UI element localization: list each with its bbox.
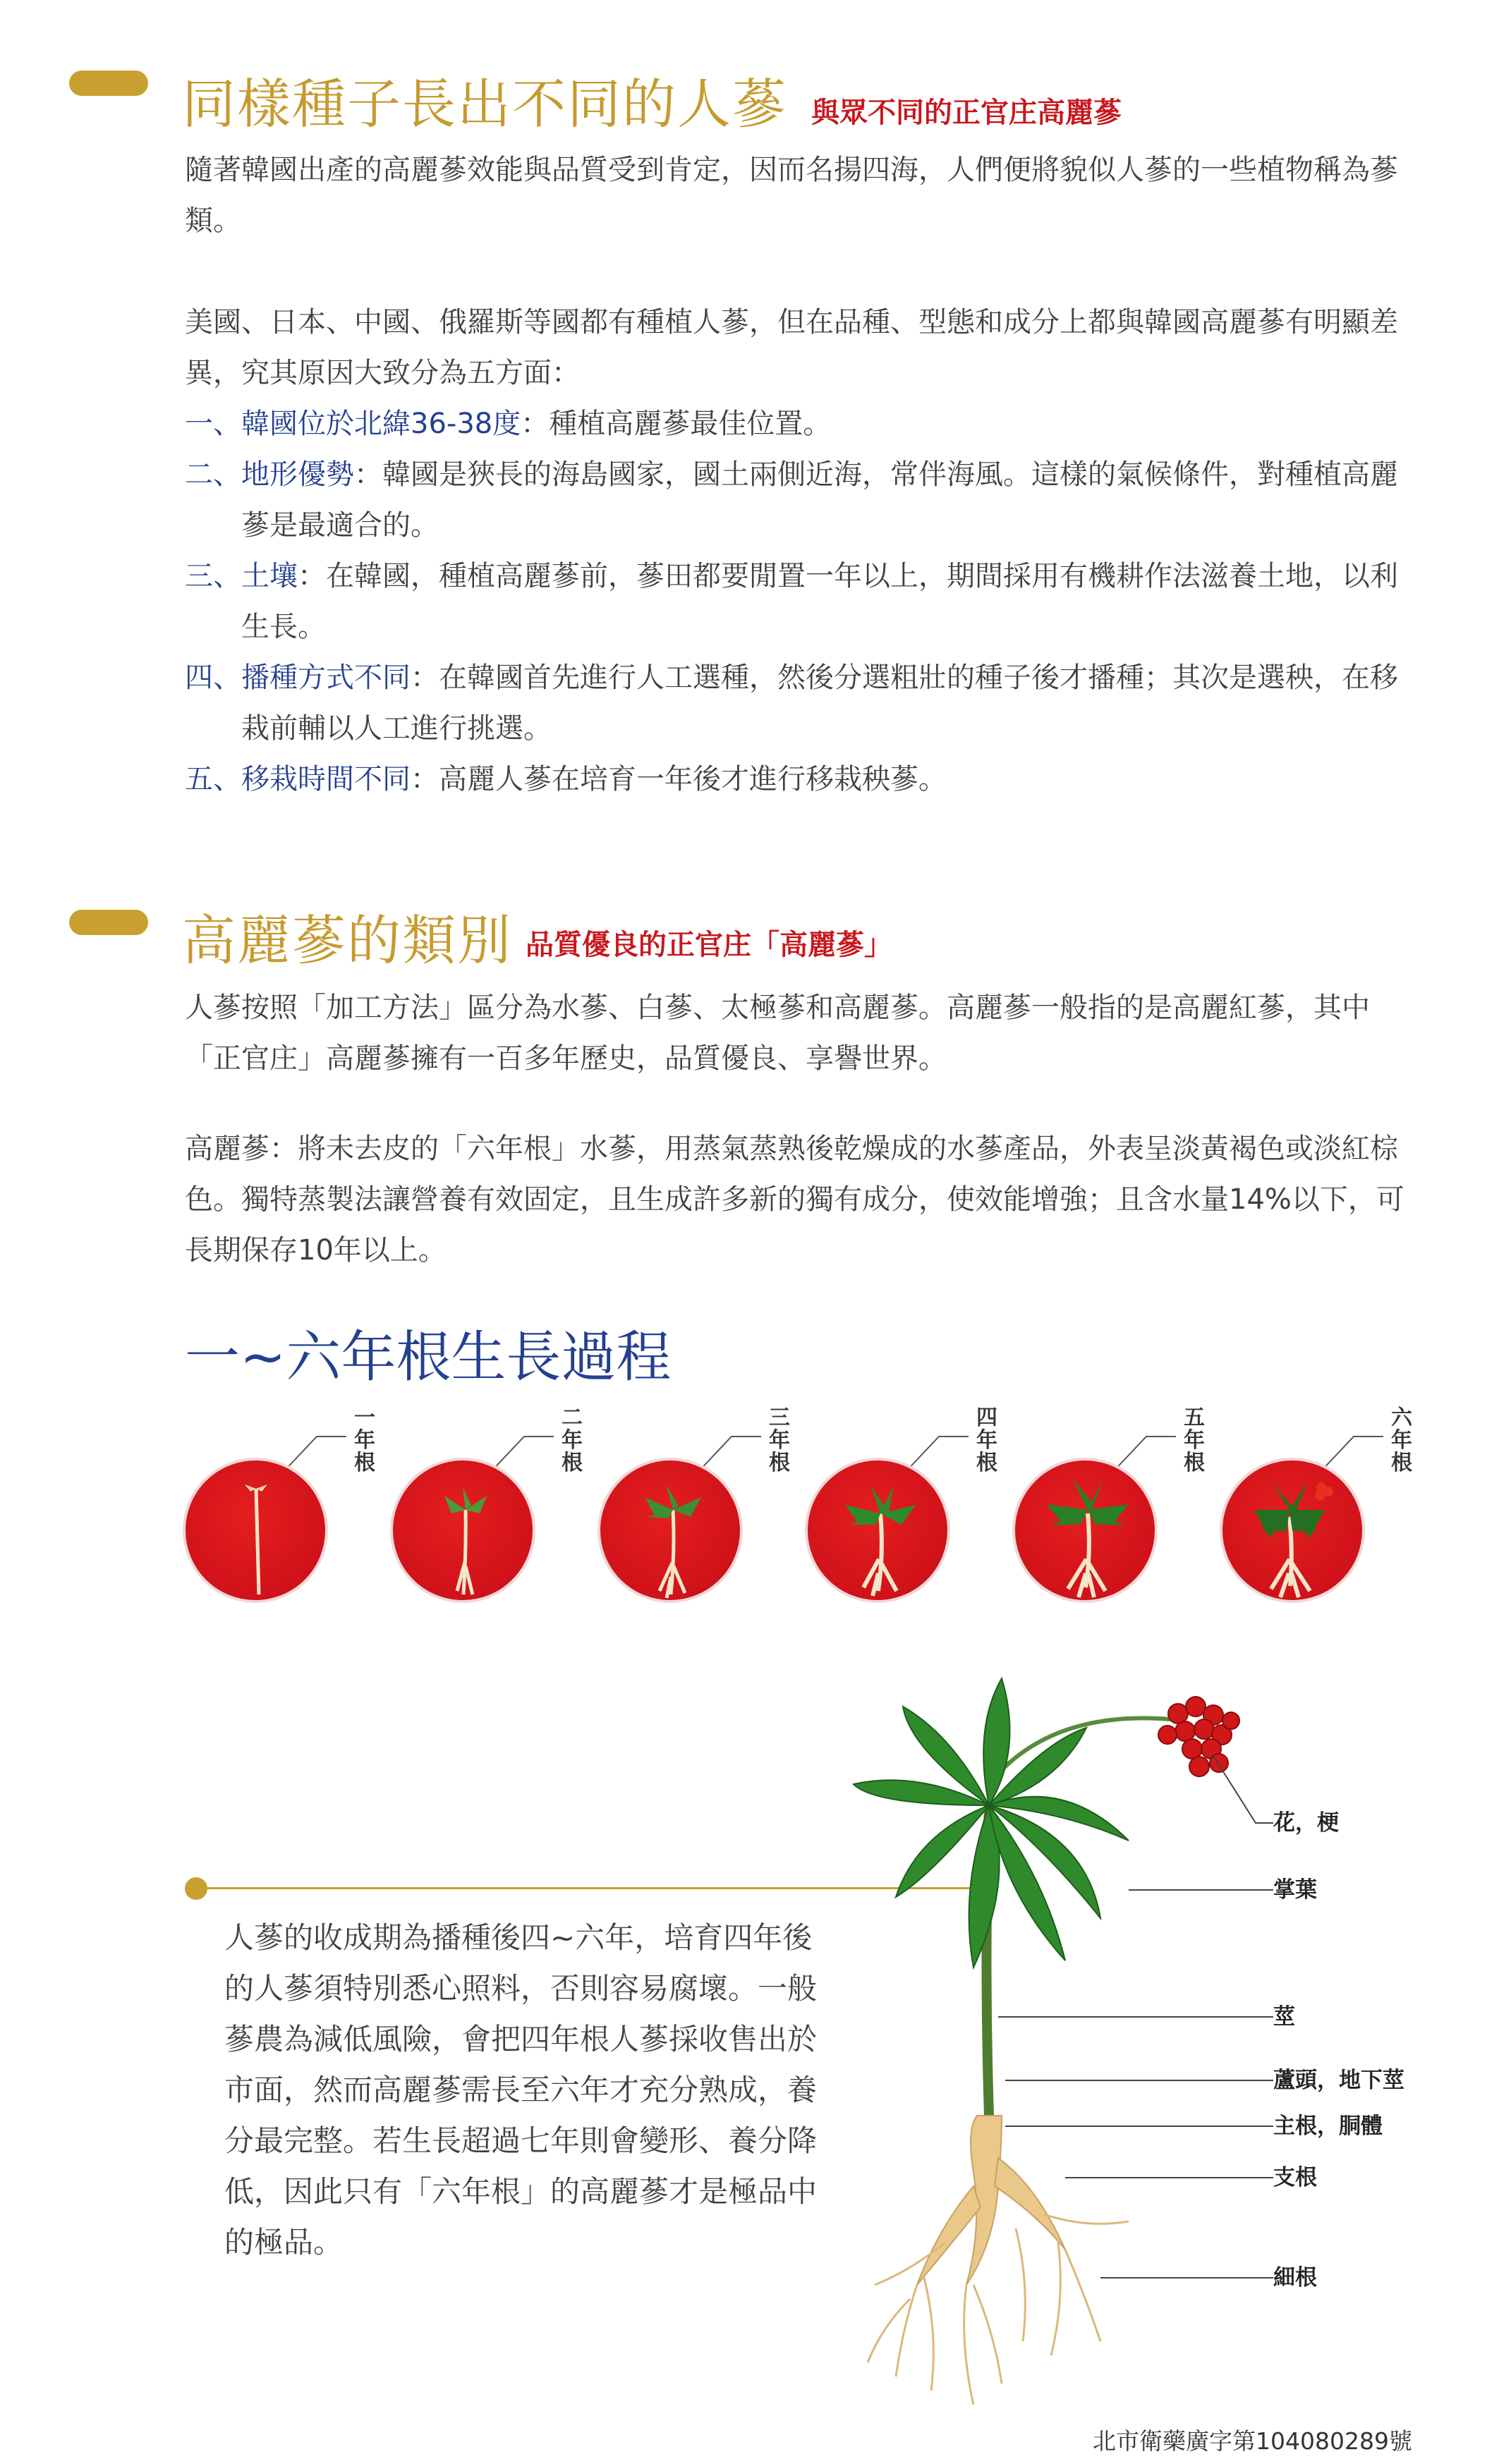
reason-label: 土壤 bbox=[241, 560, 298, 592]
seedling-image bbox=[1220, 1458, 1365, 1603]
section2-marker bbox=[69, 910, 148, 935]
section1-body: 美國、日本、中國、俄羅斯等國都有種植人蔘，但在品種、型態和成分上都與韓國高麗蔘有明顯差異，究其原因大致分為五方面： bbox=[185, 306, 1398, 389]
stage-label: 六 年 根 bbox=[1391, 1405, 1412, 1475]
harvest-paragraph: 人蔘的收成期為播種後四~六年，培育四年後的人蔘須特別悉心照料，否則容易腐壞。一般蔘農為減低風險，會把四年根人蔘採收售出於市面，然而高麗蔘需長至六年才充分熟成，養分最完整。若生長超過七年則會變形、養分降低，因此只有「六年根」的高麗蔘才是極品中的極品。 bbox=[224, 1920, 818, 2259]
plant-label-stem: 莖 bbox=[1273, 2004, 1295, 2030]
reason-text: ：種植高麗蔘最佳位置。 bbox=[521, 408, 832, 440]
seedling-image bbox=[597, 1458, 743, 1603]
reason-item-5 bbox=[185, 754, 1412, 805]
reason-item-1 bbox=[185, 398, 1412, 449]
growth-stage-5 bbox=[1012, 1407, 1224, 1618]
growth-stage-4 bbox=[805, 1407, 1016, 1618]
stage-label: 五 年 根 bbox=[1184, 1405, 1205, 1475]
reason-label: 韓國位於北緯36-38度 bbox=[241, 408, 521, 440]
section1-content bbox=[185, 145, 1412, 805]
reason-num: 二、 bbox=[185, 458, 241, 491]
plant-label-fine-root: 細根 bbox=[1273, 2265, 1317, 2291]
reason-num: 一、 bbox=[185, 408, 241, 440]
stage-label: 四 年 根 bbox=[976, 1405, 997, 1475]
reason-text: ：在韓國，種植高麗蔘前，蔘田都要閒置一年以上，期間採用有機耕作法滋養土地，以利生長。 bbox=[241, 560, 1398, 643]
growth-stage-2 bbox=[390, 1407, 602, 1618]
section2-title: 高麗蔘的類別 bbox=[182, 909, 512, 972]
growth-stage-1 bbox=[183, 1407, 394, 1618]
license-number: 北市衛藥廣字第104080289號 bbox=[1093, 2427, 1412, 2455]
section1-subtitle: 與眾不同的正官庄高麗蔘 bbox=[811, 97, 1122, 129]
section1-title: 同樣種子長出不同的人蔘 bbox=[182, 73, 787, 135]
plant-label-leaf: 掌葉 bbox=[1273, 1877, 1317, 1903]
growth-stage-3 bbox=[597, 1407, 809, 1618]
reason-num: 三、 bbox=[185, 560, 241, 592]
section2-subtitle: 品質優良的正官庄「高麗蔘」 bbox=[526, 929, 892, 961]
plant-label-rhizome: 蘆頭，地下莖 bbox=[1273, 2068, 1404, 2093]
harvest-text bbox=[224, 1913, 831, 2268]
reason-label: 播種方式不同 bbox=[241, 661, 411, 694]
section2-paragraph-2: 高麗蔘：將未去皮的「六年根」水蔘，用蒸氣蒸熟後乾燥成的水蔘產品，外表呈淡黃褐色或淡紅棕色。獨特蒸製法讓營養有效固定，且生成許多新的獨有成分，使效能增強；且含水量14%以下，可長期保存10年以上。 bbox=[185, 1133, 1404, 1267]
plant-label-main-root: 主根，胴體 bbox=[1273, 2114, 1383, 2139]
reason-text: ：在韓國首先進行人工選種，然後分選粗壯的種子後才播種；其次是選秧，在移栽前輔以人工進行挑選。 bbox=[241, 661, 1398, 745]
section2-content bbox=[185, 982, 1412, 1276]
section1-marker bbox=[69, 71, 148, 96]
stage-label: 二 年 根 bbox=[562, 1405, 583, 1475]
growth-stage-6 bbox=[1220, 1407, 1431, 1618]
reason-item-3 bbox=[185, 551, 1412, 652]
growth-title: 一~六年根生長過程 bbox=[185, 1326, 672, 1389]
reason-text: ：高麗人蔘在培育一年後才進行移栽秧蔘。 bbox=[411, 763, 947, 795]
reason-label: 移栽時間不同 bbox=[241, 763, 411, 795]
plant-label-flower: 花，梗 bbox=[1273, 1810, 1339, 1836]
seedling-image bbox=[1012, 1458, 1158, 1603]
reason-num: 五、 bbox=[185, 763, 241, 795]
reason-item-2 bbox=[185, 449, 1412, 551]
section2-paragraph-1: 人蔘按照「加工方法」區分為水蔘、白蔘、太極蔘和高麗蔘。高麗蔘一般指的是高麗紅蔘，其中「正官庄」高麗蔘擁有一百多年歷史，品質優良、享譽世界。 bbox=[185, 992, 1370, 1075]
stage-label: 一 年 根 bbox=[354, 1405, 375, 1475]
section1-intro: 隨著韓國出產的高麗蔘效能與品質受到肯定，因而名揚四海，人們便將貌似人蔘的一些植物稱為蔘類。 bbox=[185, 154, 1398, 237]
reason-num: 四、 bbox=[185, 661, 241, 694]
reason-label: 地形優勢 bbox=[241, 458, 354, 491]
seedling-image bbox=[183, 1458, 328, 1603]
ginseng-plant-illustration bbox=[832, 1664, 1340, 2412]
reason-item-4 bbox=[185, 652, 1412, 754]
seedling-image bbox=[805, 1458, 950, 1603]
reason-text: ：韓國是狹長的海島國家，國土兩側近海，常伴海風。這樣的氣候條件，對種植高麗蔘是最適合的。 bbox=[241, 458, 1398, 542]
stage-label: 三 年 根 bbox=[769, 1405, 790, 1475]
harvest-bullet bbox=[185, 1877, 207, 1900]
plant-label-lateral-root: 支根 bbox=[1273, 2165, 1317, 2190]
seedling-image bbox=[390, 1458, 535, 1603]
